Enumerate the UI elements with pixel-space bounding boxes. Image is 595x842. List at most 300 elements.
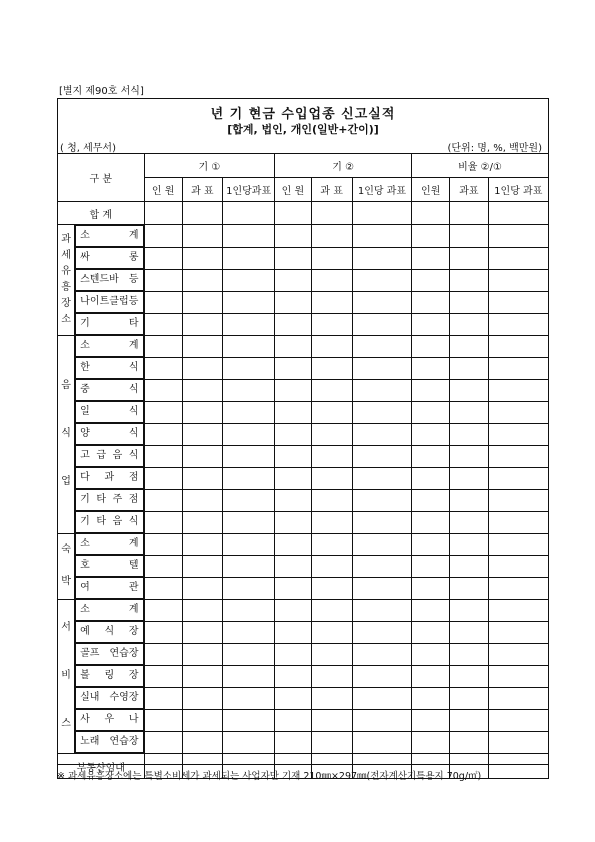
category-header: 구 분 [58,154,145,202]
input-cell[interactable] [412,269,450,291]
input-cell[interactable] [222,269,274,291]
input-cell[interactable] [412,555,450,577]
row-label: 소 계 [75,599,143,621]
input-cell[interactable] [182,731,222,754]
input-cell[interactable] [144,202,182,225]
input-cell[interactable] [275,665,311,687]
input-cell[interactable] [352,621,411,643]
input-cell[interactable] [450,269,488,291]
input-cell[interactable] [144,577,182,599]
input-cell[interactable] [488,225,548,248]
input-cell[interactable] [222,665,274,687]
input-cell[interactable] [488,379,548,401]
row-label: 양 식 [75,423,143,445]
input-cell[interactable] [182,225,222,248]
input-cell[interactable] [182,555,222,577]
input-cell[interactable] [275,467,311,489]
input-cell[interactable] [488,687,548,709]
row-label: 호 텔 [75,555,143,577]
input-cell[interactable] [412,665,450,687]
input-cell[interactable] [412,709,450,731]
input-cell[interactable] [222,533,274,555]
input-cell[interactable] [182,577,222,599]
input-cell[interactable] [144,335,182,357]
col-header: 인 원 [144,178,182,202]
ratio-header: 비율 ②/① [412,154,549,178]
row-label: 다 과 점 [75,467,143,489]
input-cell[interactable] [275,269,311,291]
input-cell[interactable] [450,202,488,225]
form-title: 년 기 현금 수입업종 신고실적 [210,107,396,122]
input-cell[interactable] [450,555,488,577]
input-cell[interactable] [311,445,352,467]
input-cell[interactable] [450,379,488,401]
footnote: ※ 과세유흥장소에는 특별소비세가 과세되는 사업자만 기재 210㎜×297㎜(전자계산기특용지 70g/㎡) [57,771,482,782]
form-frame [57,98,549,774]
input-cell[interactable] [412,731,450,754]
input-cell[interactable] [275,577,311,599]
table-row [58,313,549,335]
section-label: 음 식 업 [58,335,75,533]
input-cell[interactable] [311,533,352,555]
input-cell[interactable] [488,599,548,621]
input-cell[interactable] [222,335,274,357]
input-cell[interactable] [311,621,352,643]
input-cell[interactable] [222,621,274,643]
input-cell[interactable] [222,202,274,225]
table-row [58,489,549,511]
input-cell[interactable] [450,335,488,357]
input-cell[interactable] [450,225,488,248]
row-label: 예 식 장 [75,621,143,643]
input-cell[interactable] [222,555,274,577]
row-label: 골프 연습장 [75,643,143,665]
input-cell[interactable] [144,731,182,754]
input-cell[interactable] [488,754,548,779]
input-cell[interactable] [144,357,182,379]
input-cell[interactable] [450,445,488,467]
input-cell[interactable] [412,401,450,423]
input-cell[interactable] [275,357,311,379]
input-cell[interactable] [144,225,182,248]
input-cell[interactable] [450,533,488,555]
input-cell[interactable] [488,511,548,533]
row-label: 소 계 [75,533,143,555]
input-cell[interactable] [275,423,311,445]
form-subtitle: [합계, 법인, 개인(일반+간이)] [227,123,379,136]
input-cell[interactable] [488,643,548,665]
input-cell[interactable] [144,247,182,269]
input-cell[interactable] [144,665,182,687]
table-row [58,467,549,489]
input-cell[interactable] [412,291,450,313]
office-label: ( 청, 세무서) [60,143,116,154]
input-cell[interactable] [488,533,548,555]
input-cell[interactable] [222,313,274,335]
input-cell[interactable] [182,247,222,269]
input-cell[interactable] [412,225,450,248]
input-cell[interactable] [488,577,548,599]
input-cell[interactable] [311,202,352,225]
table-row [58,445,549,467]
input-cell[interactable] [488,445,548,467]
input-cell[interactable] [311,401,352,423]
input-cell[interactable] [450,401,488,423]
input-cell[interactable] [311,467,352,489]
input-cell[interactable] [182,533,222,555]
input-cell[interactable] [275,533,311,555]
input-cell[interactable] [182,291,222,313]
input-cell[interactable] [450,599,488,621]
input-cell[interactable] [412,247,450,269]
row-label: 중 식 [75,379,143,401]
input-cell[interactable] [311,577,352,599]
input-cell[interactable] [450,643,488,665]
input-cell[interactable] [412,467,450,489]
input-cell[interactable] [311,665,352,687]
input-cell[interactable] [311,643,352,665]
input-cell[interactable] [144,269,182,291]
input-cell[interactable] [222,401,274,423]
input-cell[interactable] [182,401,222,423]
input-cell[interactable] [488,555,548,577]
row-label: 부동산임대 [58,754,145,779]
input-cell[interactable] [275,401,311,423]
input-cell[interactable] [275,291,311,313]
input-cell[interactable] [275,489,311,511]
table-row [58,643,549,665]
input-cell[interactable] [412,445,450,467]
input-cell[interactable] [488,423,548,445]
input-cell[interactable] [412,511,450,533]
row-label: 나 이 트 클 럽 등 [75,291,143,313]
input-cell[interactable] [488,202,548,225]
input-cell[interactable] [182,665,222,687]
input-cell[interactable] [412,202,450,225]
input-cell[interactable] [144,401,182,423]
input-cell[interactable] [182,423,222,445]
row-label: 실내 수영장 [75,687,143,709]
input-cell[interactable] [311,555,352,577]
input-cell[interactable] [311,687,352,709]
input-cell[interactable] [450,489,488,511]
row-label: 한 식 [75,357,143,379]
input-cell[interactable] [412,533,450,555]
row-label: 소 계 [75,335,143,357]
input-cell[interactable] [182,357,222,379]
input-cell[interactable] [182,467,222,489]
input-cell[interactable] [412,643,450,665]
input-cell[interactable] [275,445,311,467]
row-label: 사 우 나 [75,709,143,731]
input-cell[interactable] [222,379,274,401]
input-cell[interactable] [144,511,182,533]
input-cell[interactable] [311,423,352,445]
input-cell[interactable] [352,247,411,269]
col-header: 인원 [412,178,450,202]
input-cell[interactable] [488,621,548,643]
input-cell[interactable] [275,621,311,643]
input-cell[interactable] [144,423,182,445]
input-cell[interactable] [222,599,274,621]
input-cell[interactable] [275,643,311,665]
row-label: 스텐드바 등 [75,269,143,291]
table-row [58,423,549,445]
input-cell[interactable] [222,489,274,511]
col-header: 1인당과표 [222,178,274,202]
period1-header: 기 ① [144,154,275,178]
table-row [58,247,549,269]
input-cell[interactable] [182,687,222,709]
input-cell[interactable] [275,599,311,621]
input-cell[interactable] [352,599,411,621]
input-cell[interactable] [450,687,488,709]
input-cell[interactable] [182,489,222,511]
input-cell[interactable] [311,313,352,335]
input-cell[interactable] [488,313,548,335]
input-cell[interactable] [412,357,450,379]
input-cell[interactable] [450,291,488,313]
table-row [58,687,549,709]
input-cell[interactable] [222,445,274,467]
input-cell[interactable] [311,247,352,269]
input-cell[interactable] [182,621,222,643]
table-row [58,665,549,687]
input-cell[interactable] [352,423,411,445]
col-header: 과표 [450,178,488,202]
input-cell[interactable] [352,643,411,665]
input-cell[interactable] [352,445,411,467]
input-cell[interactable] [488,269,548,291]
input-cell[interactable] [488,489,548,511]
input-cell[interactable] [352,335,411,357]
input-cell[interactable] [450,423,488,445]
input-cell[interactable] [275,247,311,269]
input-cell[interactable] [144,489,182,511]
input-cell[interactable] [352,665,411,687]
input-cell[interactable] [222,291,274,313]
input-cell[interactable] [352,269,411,291]
input-cell[interactable] [412,599,450,621]
table-row [58,731,549,754]
input-cell[interactable] [275,511,311,533]
row-label: 고 급 음 식 [75,445,143,467]
table-row [58,335,549,357]
table-row [58,357,549,379]
input-cell[interactable] [352,357,411,379]
input-cell[interactable] [352,291,411,313]
input-cell[interactable] [275,202,311,225]
input-cell[interactable] [450,665,488,687]
input-cell[interactable] [222,687,274,709]
col-header: 1인당 과표 [488,178,548,202]
input-cell[interactable] [450,621,488,643]
input-cell[interactable] [144,291,182,313]
input-cell[interactable] [222,357,274,379]
input-cell[interactable] [144,687,182,709]
input-cell[interactable] [275,687,311,709]
input-cell[interactable] [144,313,182,335]
input-cell[interactable] [222,511,274,533]
input-cell[interactable] [488,401,548,423]
input-cell[interactable] [488,709,548,731]
table-row [58,709,549,731]
input-cell[interactable] [144,709,182,731]
input-cell[interactable] [412,423,450,445]
input-cell[interactable] [450,731,488,754]
input-cell[interactable] [182,445,222,467]
input-cell[interactable] [182,599,222,621]
input-cell[interactable] [222,577,274,599]
section-label: 서 비 스 [58,599,75,754]
table-row [58,291,549,313]
input-cell[interactable] [412,489,450,511]
input-cell[interactable] [450,511,488,533]
input-cell[interactable] [144,621,182,643]
row-label: 기 타 [75,313,143,335]
input-cell[interactable] [412,577,450,599]
input-cell[interactable] [182,269,222,291]
input-cell[interactable] [352,555,411,577]
row-label: 노래 연습장 [75,731,143,753]
input-cell[interactable] [222,731,274,754]
input-cell[interactable] [275,709,311,731]
col-header: 1인당 과표 [352,178,411,202]
table-row [58,621,549,643]
input-cell[interactable] [222,423,274,445]
input-cell[interactable] [488,247,548,269]
table-row [58,225,549,248]
input-cell[interactable] [352,225,411,248]
input-cell[interactable] [488,731,548,754]
input-cell[interactable] [352,467,411,489]
table-row [58,577,549,599]
report-table [57,153,549,779]
input-cell[interactable] [144,533,182,555]
input-cell[interactable] [412,621,450,643]
input-cell[interactable] [182,709,222,731]
input-cell[interactable] [450,313,488,335]
input-cell[interactable] [488,335,548,357]
total-label: 합 계 [58,202,145,225]
section-label: 과 세 유 흥 장 소 [58,225,75,336]
input-cell[interactable] [182,511,222,533]
input-cell[interactable] [222,709,274,731]
input-cell[interactable] [352,379,411,401]
input-cell[interactable] [412,335,450,357]
input-cell[interactable] [311,489,352,511]
input-cell[interactable] [488,467,548,489]
input-cell[interactable] [275,335,311,357]
input-cell[interactable] [275,731,311,754]
table-row [58,533,549,555]
input-cell[interactable] [352,577,411,599]
table-row [58,401,549,423]
row-label: 싸 롱 [75,247,143,269]
input-cell[interactable] [450,247,488,269]
input-cell[interactable] [450,577,488,599]
input-cell[interactable] [412,687,450,709]
table-row [58,511,549,533]
input-cell[interactable] [275,313,311,335]
input-cell[interactable] [412,379,450,401]
input-cell[interactable] [311,291,352,313]
input-cell[interactable] [488,665,548,687]
input-cell[interactable] [352,401,411,423]
input-cell[interactable] [275,225,311,248]
input-cell[interactable] [311,511,352,533]
row-label: 기 타 주 점 [75,489,143,511]
input-cell[interactable] [144,467,182,489]
table-row [58,269,549,291]
input-cell[interactable] [182,335,222,357]
section-label: 숙 박 [58,533,75,599]
input-cell[interactable] [412,313,450,335]
input-cell[interactable] [352,511,411,533]
input-cell[interactable] [311,731,352,754]
input-cell[interactable] [311,225,352,248]
row-label: 일 식 [75,401,143,423]
input-cell[interactable] [222,225,274,248]
row-label: 여 관 [75,577,143,599]
input-cell[interactable] [352,533,411,555]
input-cell[interactable] [182,643,222,665]
input-cell[interactable] [311,599,352,621]
input-cell[interactable] [352,687,411,709]
input-cell[interactable] [222,247,274,269]
input-cell[interactable] [488,357,548,379]
input-cell[interactable] [352,731,411,754]
col-header: 과 표 [182,178,222,202]
period2-header: 기 ② [275,154,412,178]
input-cell[interactable] [352,202,411,225]
row-label: 소 계 [75,225,143,247]
input-cell[interactable] [144,599,182,621]
input-cell[interactable] [352,313,411,335]
unit-label: (단위: 명, %, 백만원) [447,143,542,154]
input-cell[interactable] [450,467,488,489]
input-cell[interactable] [352,489,411,511]
form-label: [별지 제90호 서식] [59,86,144,97]
input-cell[interactable] [144,445,182,467]
input-cell[interactable] [311,269,352,291]
input-cell[interactable] [182,202,222,225]
input-cell[interactable] [352,709,411,731]
input-cell[interactable] [311,357,352,379]
input-cell[interactable] [450,709,488,731]
col-header: 과 표 [311,178,352,202]
input-cell[interactable] [450,357,488,379]
input-cell[interactable] [311,709,352,731]
input-cell[interactable] [275,555,311,577]
input-cell[interactable] [222,467,274,489]
input-cell[interactable] [182,379,222,401]
table-row [58,379,549,401]
input-cell[interactable] [488,291,548,313]
input-cell[interactable] [144,643,182,665]
row-label: 기 타 음 식 [75,511,143,533]
input-cell[interactable] [311,379,352,401]
input-cell[interactable] [222,643,274,665]
table-row [58,599,549,621]
total-row [58,202,549,225]
col-header: 인 원 [275,178,311,202]
input-cell[interactable] [275,379,311,401]
input-cell[interactable] [182,313,222,335]
input-cell[interactable] [144,555,182,577]
input-cell[interactable] [311,335,352,357]
input-cell[interactable] [144,379,182,401]
